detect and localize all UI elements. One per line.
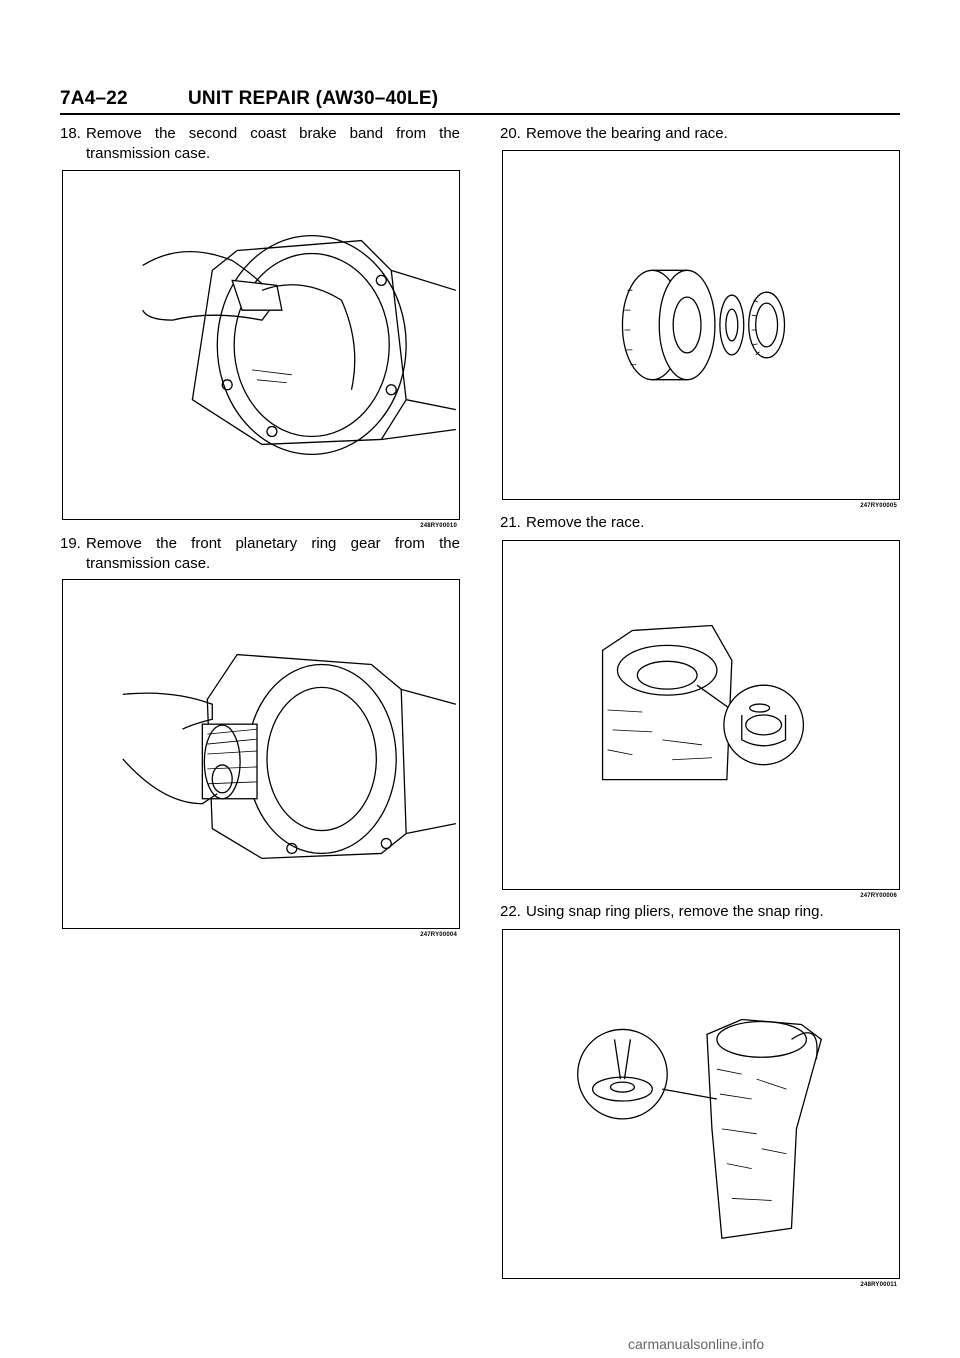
watermark: carmanualsonline.info — [628, 1336, 765, 1352]
step-number: 19. — [60, 535, 81, 552]
step-text: Using snap ring pliers, remove the snap ring. — [526, 903, 824, 920]
page-title: UNIT REPAIR (AW30–40LE) — [188, 88, 439, 109]
step-22 — [500, 902, 900, 922]
figure-code: 247RY00004 — [420, 932, 457, 938]
step-text: Remove the race. — [526, 514, 645, 531]
step-19 — [60, 534, 460, 574]
page-number: 7A4–22 — [60, 88, 128, 109]
step-21 — [500, 513, 900, 533]
step-text: Remove the bearing and race. — [526, 125, 728, 142]
figure-code: 247RY00005 — [860, 503, 897, 509]
step-18 — [60, 124, 460, 164]
step-20 — [500, 124, 900, 144]
step-text: Remove the front planetary ring gear from the transmission case. — [86, 535, 460, 572]
figure-code: 248RY00011 — [860, 1282, 897, 1288]
header-rule — [60, 113, 900, 115]
page-header — [60, 88, 438, 110]
figure-18 — [62, 170, 460, 529]
figure-21 — [502, 540, 900, 899]
step-number: 21. — [500, 514, 521, 531]
figure-20 — [502, 150, 900, 509]
figure-19 — [62, 579, 460, 938]
ring-gear-removal-illustration-icon — [63, 580, 459, 928]
step-number: 20. — [500, 125, 521, 142]
brake-band-removal-illustration-icon — [63, 171, 459, 519]
snap-ring-pliers-illustration-icon — [503, 930, 899, 1278]
step-text: Remove the second coast brake band from the transmission case. — [86, 125, 460, 162]
figure-22 — [502, 929, 900, 1288]
step-number: 18. — [60, 125, 81, 142]
figure-code: 248RY00010 — [420, 523, 457, 529]
bearing-and-race-illustration-icon — [503, 151, 899, 499]
step-number: 22. — [500, 903, 521, 920]
figure-code: 247RY00006 — [860, 893, 897, 899]
race-removal-illustration-icon — [503, 541, 899, 889]
